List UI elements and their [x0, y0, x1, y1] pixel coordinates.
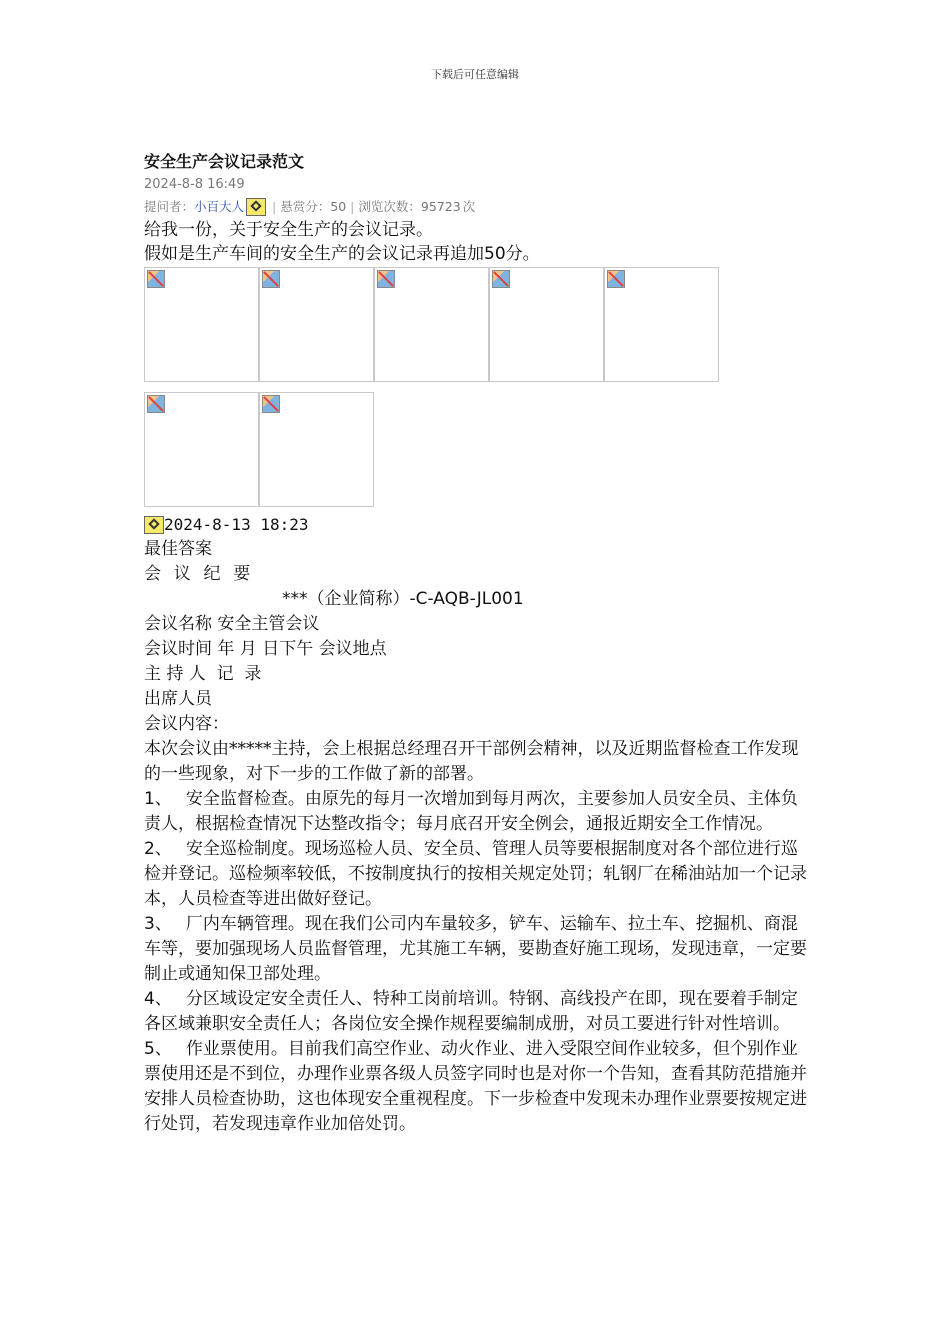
- broken-image-icon: [377, 270, 395, 288]
- image-thumbnail[interactable]: [374, 267, 489, 382]
- meta-separator: |: [350, 199, 355, 214]
- meeting-name: 会议名称 安全主管会议: [144, 614, 320, 634]
- question-title: 安全生产会议记录范文: [144, 152, 305, 171]
- meeting-item: [144, 837, 814, 912]
- user-level-icon: [246, 198, 266, 216]
- meeting-item-text: 作业票使用。目前我们高空作业、动火作业、进入受限空间作业较多，但个别作业票使用还是不到位，办理作业票各级人员签字同时也是对你一个告知，查看其防范措施并安排人员检查协助，这也体现安全重视程度。下一步检查中发现未办理作业票要按规定进行处罚，若发现违章作业加倍处罚。: [144, 1039, 807, 1134]
- host-recorder: 主 持 人 记 录: [144, 664, 262, 684]
- reward-value: 50: [330, 199, 347, 214]
- meeting-item-number: 4、: [144, 989, 172, 1009]
- meta-separator: |: [272, 199, 277, 214]
- minutes-title: 会议纪要: [144, 564, 263, 584]
- views-unit: 次: [462, 199, 476, 214]
- meeting-time: 会议时间 年 月 日下午 会议地点: [144, 639, 387, 659]
- page-header-note: 下载后可任意编辑: [431, 68, 519, 81]
- image-thumbnail[interactable]: [144, 392, 259, 507]
- meeting-item-text: 安全巡检制度。现场巡检人员、安全员、管理人员等要根据制度对各个部位进行巡检并登记。巡检频率较低，不按制度执行的按相关规定处罚；轧钢厂在稀油站加一个记录本，人员检查等进出做好登记。: [144, 839, 807, 909]
- question-line-2: [144, 242, 814, 266]
- meeting-items: [144, 787, 814, 1137]
- broken-image-icon: [262, 270, 280, 288]
- image-thumbnail[interactable]: [144, 267, 259, 382]
- meeting-item: [144, 1037, 814, 1137]
- image-thumbnail[interactable]: [259, 267, 374, 382]
- broken-image-icon: [147, 395, 165, 413]
- meeting-intro: 本次会议由*****主持，会上根据总经理召开干部例会精神，以及近期监督检查工作发现的一些现象，对下一步的工作做了新的部署。: [144, 739, 799, 784]
- reward-label: 悬赏分：: [280, 199, 331, 214]
- question-line-1: 给我一份，关于安全生产的会议记录。: [144, 220, 433, 240]
- meeting-item-number: 2、: [144, 839, 172, 859]
- views-value: 95723: [420, 199, 461, 214]
- document-content: [144, 150, 814, 1137]
- content-label: 会议内容：: [144, 714, 229, 734]
- question-line-2-text: 假如是生产车间的安全生产的会议记录再追加: [144, 244, 484, 264]
- doc-code-text: ***（企业简称）-C-AQB-JL001: [282, 589, 524, 609]
- meeting-item: [144, 787, 814, 837]
- image-grid: [144, 267, 724, 517]
- broken-image-icon: [607, 270, 625, 288]
- meeting-item-text: 安全监督检查。由原先的每月一次增加到每月两次，主要参加人员安全员、主体负责人，根据检查情况下达整改指令；每月底召开安全例会，通报近期安全工作情况。: [144, 789, 798, 834]
- views-label: 浏览次数：: [358, 199, 421, 214]
- meeting-item: [144, 987, 814, 1037]
- meeting-item: [144, 912, 814, 987]
- image-thumbnail[interactable]: [604, 267, 719, 382]
- answerer-level-icon: [144, 516, 164, 534]
- image-thumbnail[interactable]: [489, 267, 604, 382]
- asker-name-link[interactable]: 小百大人: [194, 199, 245, 214]
- answer-body: [144, 537, 814, 1137]
- meeting-item-text: 分区域设定安全责任人、特种工岗前培训。特钢、高线投产在即，现在要着手制定各区域兼职安全责任人；各岗位安全操作规程要编制成册，对员工要进行针对性培训。: [144, 989, 798, 1034]
- doc-code: [144, 587, 814, 612]
- broken-image-icon: [262, 395, 280, 413]
- question-meta: [144, 196, 814, 218]
- answer-datetime: 2024-8-13 18:23: [164, 515, 309, 534]
- best-answer-label: 最佳答案: [144, 539, 212, 559]
- meeting-item-text: 厂内车辆管理。现在我们公司内车量较多，铲车、运输车、拉土车、挖掘机、商混车等，要加强现场人员监督管理，尤其施工车辆，要勘查好施工现场，发现违章，一定要制止或通知保卫部处理。: [144, 914, 807, 984]
- image-thumbnail[interactable]: [259, 392, 374, 507]
- meeting-item-number: 5、: [144, 1039, 172, 1059]
- answer-meta: [144, 513, 814, 537]
- question-date: 2024-8-8 16:49: [144, 177, 245, 192]
- meeting-item-number: 3、: [144, 914, 172, 934]
- attendees: 出席人员: [144, 689, 212, 709]
- meeting-item-number: 1、: [144, 789, 172, 809]
- question-line-2-number: 50: [484, 244, 506, 264]
- broken-image-icon: [147, 270, 165, 288]
- broken-image-icon: [492, 270, 510, 288]
- question-line-2-end: 分。: [505, 244, 540, 264]
- asker-label: 提问者：: [144, 199, 195, 214]
